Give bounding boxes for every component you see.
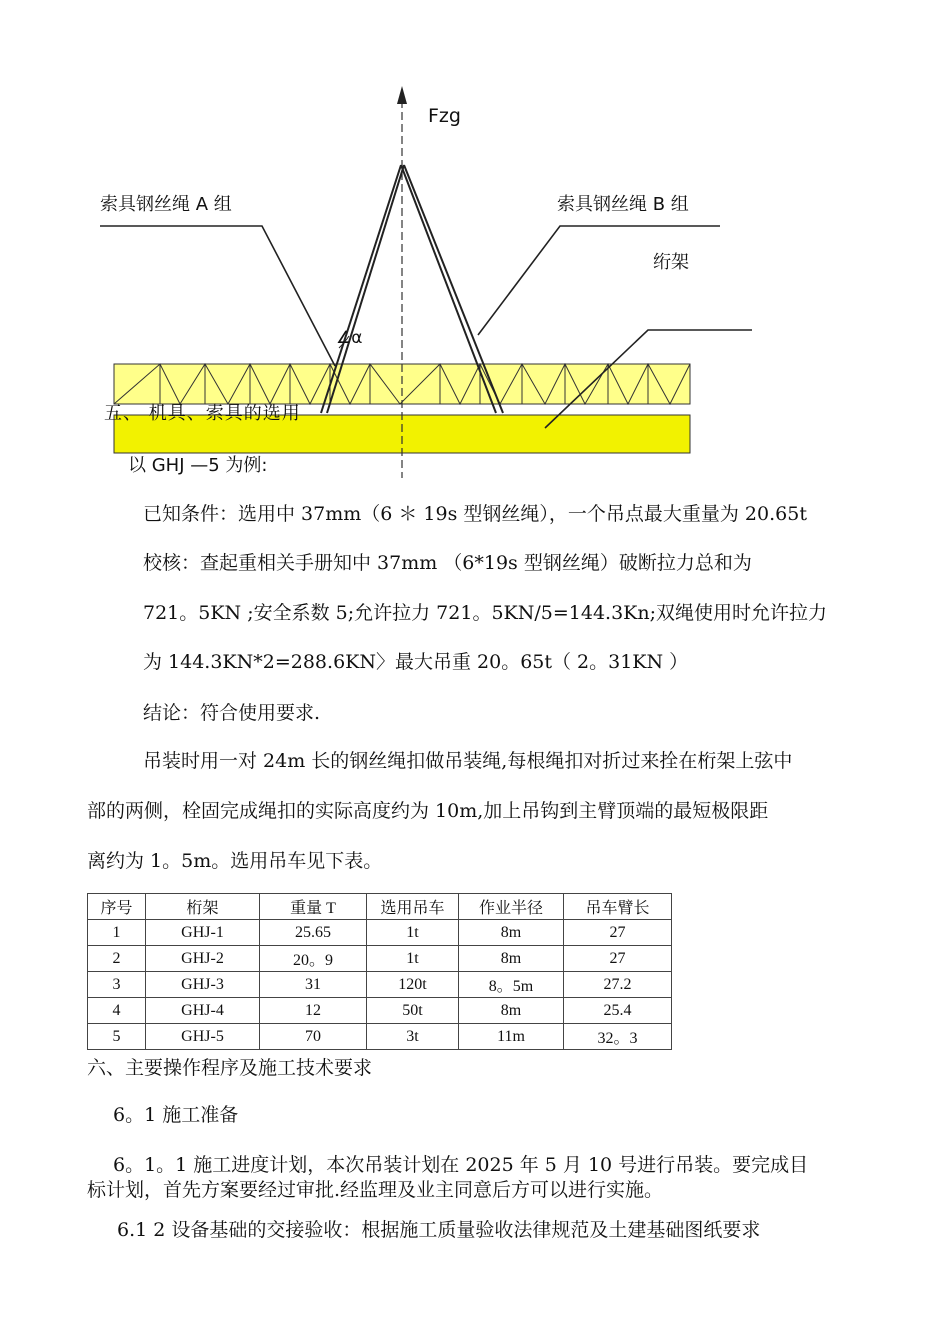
table-cell: 12 [260, 998, 367, 1024]
table-cell: 70 [260, 1024, 367, 1050]
section6-heading: 六、主要操作程序及施工技术要求 [87, 1057, 373, 1079]
table-cell: 3t [367, 1024, 459, 1050]
header-cell: 桁架 [146, 894, 260, 920]
header-cell: 吊车臂长 [564, 894, 672, 920]
table-cell: GHJ-5 [146, 1024, 260, 1050]
rigging-para-line-1: 吊装时用一对 24m 长的钢丝绳扣做吊装绳,每根绳扣对折过来拴在桁架上弦中 [143, 750, 793, 772]
table-cell: GHJ-1 [146, 920, 260, 946]
table-cell: 5 [88, 1024, 146, 1050]
table-cell: 27.2 [564, 972, 672, 998]
table-cell: 31 [260, 972, 367, 998]
table-row [88, 972, 672, 998]
table-cell: GHJ-3 [146, 972, 260, 998]
table-cell: 27 [564, 946, 672, 972]
rope-a-label: 索具钢丝绳 A 组 [100, 194, 232, 215]
table-cell: 32。3 [564, 1024, 672, 1050]
header-cell: 重量 T [260, 894, 367, 920]
table-row [88, 920, 672, 946]
table-row [88, 946, 672, 972]
rigging-para-line-3: 离约为 1。5m。选用吊车见下表。 [87, 850, 383, 872]
table-cell: 4 [88, 998, 146, 1024]
table-cell: 50t [367, 998, 459, 1024]
check-line-3: 为 144.3KN*2=288.6KN〉最大吊重 20。65t（ 2。31KN ） [143, 651, 689, 673]
table-cell: 8m [459, 998, 564, 1024]
table-cell: 20。9 [260, 946, 367, 972]
table-cell: GHJ-2 [146, 946, 260, 972]
table-cell: 8。5m [459, 972, 564, 998]
section6-sub-heading: 6。1 施工准备 [113, 1104, 239, 1126]
table-cell: 3 [88, 972, 146, 998]
header-cell: 选用吊车 [367, 894, 459, 920]
table-row [88, 998, 672, 1024]
rope-b-label: 索具钢丝绳 B 组 [557, 194, 689, 215]
header-cell: 序号 [88, 894, 146, 920]
table-cell: 27 [564, 920, 672, 946]
force-arrow-icon [397, 86, 407, 104]
known-conditions: 已知条件：选用中 37mm（6 ＊ 19s 型钢丝绳），一个吊点最大重量为 20.65t [143, 503, 807, 525]
rigging-para-line-2: 部的两侧，栓固完成绳扣的实际高度约为 10m,加上吊钩到主臂顶端的最短极限距 [87, 800, 769, 822]
crane-selection-table [87, 893, 672, 1050]
foundation-acceptance-line: 6.1 2 设备基础的交接验收：根据施工质量验收法律规范及土建基础图纸要求 [117, 1219, 761, 1241]
force-label: Fzg [428, 105, 461, 127]
angle-label: ∠α [336, 328, 363, 348]
table-cell: GHJ-4 [146, 998, 260, 1024]
table-header-row [88, 894, 672, 920]
check-line-2: 721。5KN ;安全系数 5;允许拉力 721。5KN/5=144.3Kn;双绳使用时允许拉力 [143, 602, 827, 624]
table-cell: 120t [367, 972, 459, 998]
table-cell: 8m [459, 920, 564, 946]
table-cell: 25.4 [564, 998, 672, 1024]
table-row [88, 1024, 672, 1050]
conclusion: 结论：符合使用要求. [143, 702, 321, 724]
table-cell: 1t [367, 946, 459, 972]
schedule-line-2: 标计划，首先方案要经过审批.经监理及业主同意后方可以进行实施。 [87, 1179, 664, 1201]
table-cell: 25.65 [260, 920, 367, 946]
header-cell: 作业半径 [459, 894, 564, 920]
schedule-line-1: 6。1。1 施工进度计划，本次吊装计划在 2025 年 5 月 10 号进行吊装。要完成目 [113, 1154, 809, 1176]
section5-heading: 五、 机具、索具的选用 [104, 403, 301, 424]
table-cell: 1 [88, 920, 146, 946]
table-cell: 1t [367, 920, 459, 946]
table-cell: 8m [459, 946, 564, 972]
truss-label: 绗架 [653, 252, 689, 273]
check-line-1: 校核：查起重相关手册知中 37mm （6*19s 型钢丝绳）破断拉力总和为 [143, 552, 752, 574]
section5-example: 以 GHJ —5 为例: [128, 455, 268, 476]
table-cell: 11m [459, 1024, 564, 1050]
table-cell: 2 [88, 946, 146, 972]
